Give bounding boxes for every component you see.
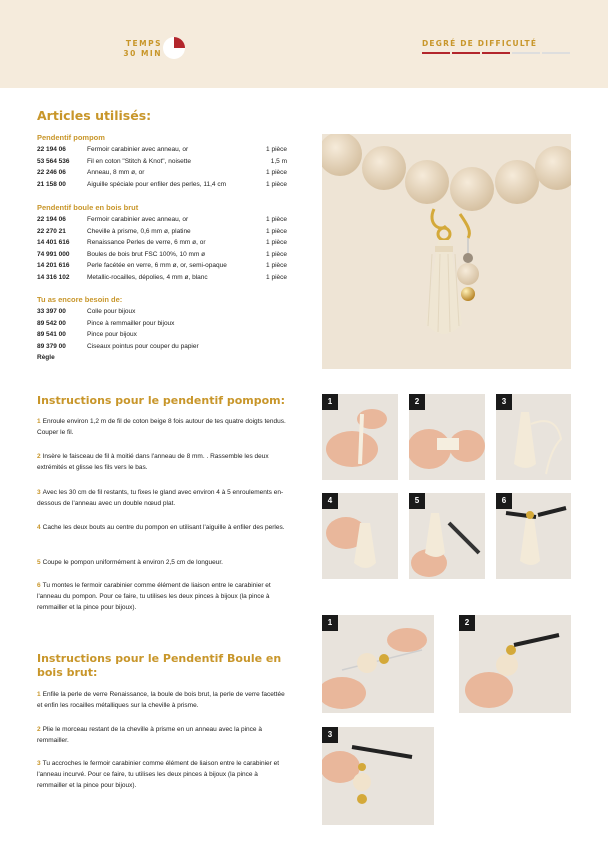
difficulty-segment [482, 52, 510, 54]
step-number: 5 [37, 559, 41, 566]
step-number: 2 [37, 726, 41, 733]
boule-photo-1 [322, 615, 434, 713]
article-code: 14 401 616 [37, 239, 70, 246]
time-block [100, 39, 162, 59]
photo-step-badge: 4 [322, 493, 338, 509]
article-code: 22 270 21 [37, 227, 66, 235]
boule-step [37, 724, 287, 746]
article-code: 21 158 00 [37, 180, 66, 188]
pompom-title: Instructions pour le pendentif pompom: [37, 394, 286, 407]
product-photo [322, 134, 571, 369]
difficulty-segment [452, 52, 480, 54]
article-row [37, 145, 287, 155]
article-qty: 1 pièce [266, 262, 287, 269]
photo-step-badge: 5 [409, 493, 425, 509]
article-qty: 1 pièce [266, 216, 287, 223]
step-text: Plie le morceau restant de la cheville à prisme en un anneau avec la pince à remmailler. [37, 726, 262, 744]
article-code: Règle [37, 354, 55, 361]
boule-photo-2 [459, 615, 571, 713]
article-desc: Anneau, 8 mm ø, or [87, 169, 145, 176]
article-desc: Boules de bois brut FSC 100%, 10 mm ø [87, 250, 206, 258]
article-desc: Fil en coton "Stitch & Knot", noisette [87, 157, 191, 165]
article-desc: Colle pour bijoux [87, 308, 136, 315]
article-code: 14 201 616 [37, 262, 70, 269]
article-row [37, 342, 287, 352]
pompom-step [37, 451, 287, 473]
group-title-boule: Pendentif boule en bois brut [37, 203, 139, 212]
pompom-step [37, 557, 287, 568]
difficulty-segment [512, 52, 540, 54]
pompom-photo-5 [409, 493, 485, 579]
article-qty: 1 pièce [266, 239, 287, 246]
step-text: Cache les deux bouts au centre du pompon en utilisant l'aiguille à enfiler des perles. [42, 524, 285, 531]
boule-title [37, 652, 281, 680]
pompom-photo-2 [409, 394, 485, 480]
time-label: TEMPS [125, 39, 162, 48]
step-text: Enroule environ 1,2 m de fil de coton beige 8 fois autour de tes quatre doigts tendus. Couper le fil. [37, 418, 286, 436]
article-qty: 1 pièce [266, 250, 287, 258]
article-desc: Pince à remmailler pour bijoux [87, 319, 175, 327]
pompom-step [37, 580, 287, 613]
article-code: 89 541 00 [37, 331, 66, 338]
attaching-clasp-illustration [322, 727, 434, 825]
step-number: 2 [37, 453, 41, 460]
article-row [37, 353, 287, 363]
time-value: 30 MIN [123, 49, 162, 58]
article-code: 89 379 00 [37, 342, 66, 350]
article-code: 14 316 102 [37, 273, 70, 281]
article-row [37, 307, 287, 317]
difficulty-segment [422, 52, 450, 54]
article-code: 22 194 06 [37, 146, 66, 153]
article-row [37, 238, 287, 248]
step-number: 1 [37, 418, 41, 425]
article-desc: Perle facétée en verre, 6 mm ø, or, semi-opaque [87, 262, 227, 269]
article-desc: Cheville à prisme, 0,6 mm ø, platine [87, 227, 191, 235]
pompom-step [37, 522, 287, 533]
pompom-photo-1 [322, 394, 398, 480]
article-qty: 1 pièce [266, 146, 287, 153]
photo-step-badge: 6 [496, 493, 512, 509]
boule-step [37, 689, 287, 711]
article-row [37, 168, 287, 178]
step-text: Insère le faisceau de fil à moitié dans l'anneau de 8 mm. . Rassemble les deux extrémités et glisse les fils vers le bas. [37, 453, 269, 471]
photo-step-badge: 1 [322, 615, 338, 631]
boule-title-line2: bois brut: [37, 666, 98, 679]
photo-step-badge: 2 [409, 394, 425, 410]
article-row [37, 215, 287, 225]
step-text: Enfile la perle de verre Renaissance, la boule de bois brut, la perle de verre facettée et enfin les rocailles métalliques sur la cheville à prisme. [37, 691, 285, 709]
article-desc: Metallic-rocailles, dépolies, 4 mm ø, blanc [87, 273, 208, 281]
article-desc: Aiguille spéciale pour enfiler des perles, 11,4 cm [87, 180, 226, 188]
article-row [37, 319, 287, 329]
article-row [37, 330, 287, 340]
photo-step-badge: 2 [459, 615, 475, 631]
step-text: Tu montes le fermoir carabinier comme élément de liaison entre le carabinier et l'anneau du pompon. Pour ce faire, tu utilises les deux pinces à bijoux (la pince à remmailler et la pince pour bijoux). [37, 582, 271, 611]
step-number: 4 [37, 524, 41, 531]
boule-title-line1: Instructions pour le Pendentif Boule en [37, 652, 282, 665]
step-text: Tu accroches le fermoir carabinier comme élément de liaison entre le carabinier et l'anneau incurvé. Pour ce faire, tu utilises les deux pinces à bijoux (la pince à remmailler et la pince pour bijoux). [37, 760, 280, 789]
page-header [0, 0, 608, 88]
article-code: 22 194 06 [37, 216, 66, 223]
step-number: 1 [37, 691, 41, 698]
photo-step-badge: 3 [496, 394, 512, 410]
article-desc: Ciseaux pointus pour couper du papier [87, 342, 199, 350]
article-desc: Fermoir carabinier avec anneau, or [87, 146, 189, 153]
step-text: Coupe le pompon uniformément à environ 2,5 cm de longueur. [42, 559, 223, 566]
difficulty-segment [542, 52, 570, 54]
article-row [37, 157, 287, 167]
article-desc: Renaissance Perles de verre, 6 mm ø, or [87, 239, 206, 246]
article-row [37, 227, 287, 237]
article-row [37, 261, 287, 271]
group-title-pompom: Pendentif pompom [37, 133, 105, 142]
pompom-photo-3 [496, 394, 571, 480]
step-text: Avec les 30 cm de fil restants, tu fixes le gland avec environ 4 à 5 enroulements en-dessous de l'anneau avec un double nœud plat. [37, 489, 284, 507]
photo-step-badge: 1 [322, 394, 338, 410]
article-qty: 1 pièce [266, 180, 287, 188]
article-code: 74 991 000 [37, 250, 70, 258]
threading-beads-illustration [322, 615, 434, 713]
article-code: 22 246 06 [37, 169, 66, 176]
article-desc: Fermoir carabinier avec anneau, or [87, 216, 189, 223]
step-number: 3 [37, 760, 41, 767]
article-row [37, 180, 287, 190]
pompom-photo-4 [322, 493, 398, 579]
article-code: 89 542 00 [37, 319, 66, 327]
bending-pin-illustration [459, 615, 571, 713]
article-code: 53 564 536 [37, 157, 70, 165]
article-row [37, 250, 287, 260]
article-code: 33 397 00 [37, 308, 66, 315]
difficulty-label: DEGRÉ DE DIFFICULTÉ [422, 39, 538, 48]
article-desc: Pince pour bijoux [87, 331, 137, 338]
photo-step-badge: 3 [322, 727, 338, 743]
article-qty: 1,5 m [270, 157, 287, 165]
step-number: 3 [37, 489, 41, 496]
bracelet-illustration [322, 134, 571, 369]
pompom-step [37, 416, 287, 438]
article-row [37, 273, 287, 283]
article-qty: 1 pièce [266, 227, 287, 235]
group-title-besoin: Tu as encore besoin de: [37, 295, 123, 304]
step-number: 6 [37, 582, 41, 589]
pompom-step [37, 487, 287, 509]
article-qty: 1 pièce [266, 169, 287, 176]
boule-step [37, 758, 287, 791]
article-qty: 1 pièce [266, 273, 287, 281]
articles-title: Articles utilisés: [37, 108, 152, 123]
clock-icon [162, 36, 186, 60]
pompom-photo-6 [496, 493, 571, 579]
boule-photo-3 [322, 727, 434, 825]
